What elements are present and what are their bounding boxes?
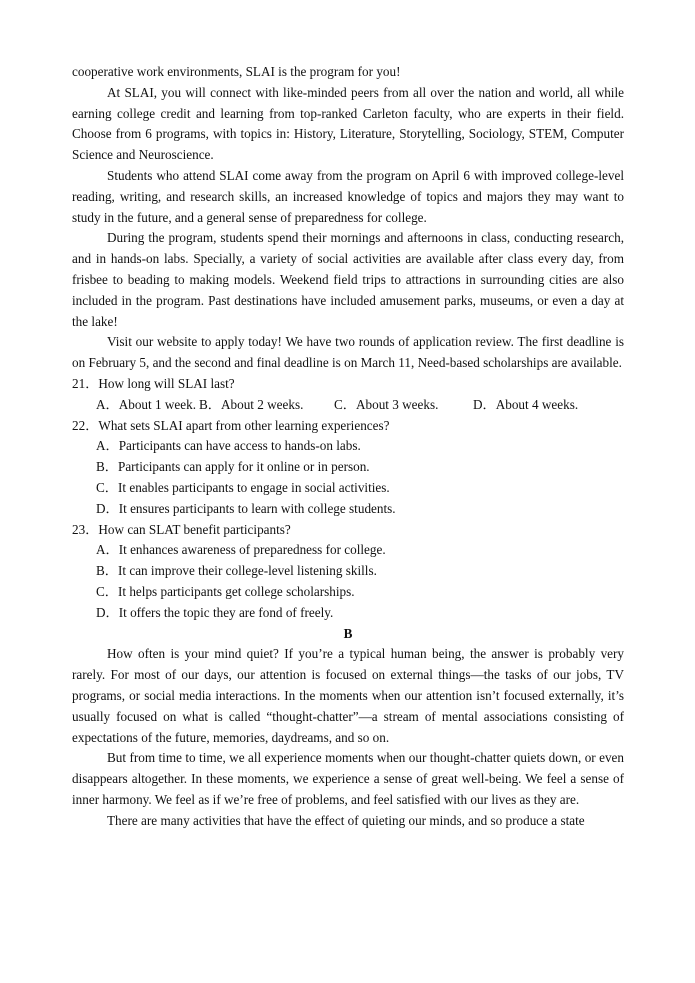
passage-a-paragraph-2: Students who attend SLAI come away from the program on April 6 with improved college-level reading, writing, and research skills, an increased knowledge of topics and majors they may want to study in the future, and a general sense of preparedness for college.: [72, 167, 624, 225]
option-d[interactable]: D．About 4 weeks.: [473, 396, 579, 412]
question-21: [72, 374, 624, 416]
question-stem: 23．How can SLAT benefit participants?: [72, 521, 291, 537]
passage-b-paragraph-1: How often is your mind quiet? If you’re a typical human being, the answer is probably very rarely. For most of our days, our attention is focused on external things—the tasks of our jobs, TV programs, or social media interactions. In the moments when our attention isn’t focused externally, it’s usually focused on what is called “thought-chatter”—a stream of mental associations consisting of expectations of the future, memories, daydreams, and so on.: [72, 646, 624, 745]
option-a[interactable]: A．About 1 week.: [96, 396, 196, 412]
option-b[interactable]: B．Participants can apply for it online or in person.: [96, 459, 370, 475]
option-d[interactable]: D．It offers the topic they are fond of freely.: [96, 604, 334, 620]
question-stem: 22．What sets SLAI apart from other learning experiences?: [72, 417, 390, 433]
question-21-options: [72, 395, 624, 416]
question-stem: 21．How long will SLAI last?: [72, 375, 235, 391]
option-c[interactable]: C．About 3 weeks.: [334, 396, 439, 412]
option-b[interactable]: B．It can improve their college-level listening skills.: [96, 563, 377, 579]
passage-a-paragraph-0: cooperative work environments, SLAI is the program for you!: [72, 64, 401, 79]
question-22: [72, 416, 624, 520]
question-23: [72, 520, 624, 624]
option-d[interactable]: D．It ensures participants to learn with college students.: [96, 500, 396, 516]
passage-b-heading: B: [343, 625, 353, 641]
option-a[interactable]: A．Participants can have access to hands-on labs.: [96, 438, 361, 454]
passage-a-paragraph-3: During the program, students spend their mornings and afternoons in class, conducting research, and in hands-on labs. Specially, a variety of social activities are available after class every day, from frisbee to beading to making models. Weekend field trips to attractions in surrounding cities are also included in the program. Past destinations have included amusement parks, museums, or even a day at the lake!: [72, 230, 624, 329]
option-b[interactable]: B．About 2 weeks.: [199, 396, 304, 412]
passage-b-paragraph-3: There are many activities that have the effect of quieting our minds, and so produce a state: [107, 812, 585, 828]
passage-a: [72, 62, 624, 831]
option-c[interactable]: C．It enables participants to engage in social activities.: [96, 479, 390, 495]
passage-b-paragraph-2: But from time to time, we all experience moments when our thought-chatter quiets down, or even disappears altogether. In these moments, we experience a sense of great well-being. We feel a sense of inner harmony. We feel as if we’re free of problems, and feel satisfied with our lives as they are.: [72, 750, 624, 807]
option-a[interactable]: A．It enhances awareness of preparedness for college.: [96, 542, 386, 558]
passage-a-paragraph-4: Visit our website to apply today! We have two rounds of application review. The first deadline is on February 5, and the second and final deadline is on March 11, Need-based scholarships are available.: [72, 334, 624, 371]
passage-a-paragraph-1: At SLAI, you will connect with like-minded peers from all over the nation and world, all while earning college credit and learning from top-ranked Carleton faculty, who are experts in their field. Choose from 6 programs, with topics in: History, Literature, Storytelling, Sociology, STEM, Computer Science and Neuroscience.: [72, 84, 624, 163]
option-c[interactable]: C．It helps participants get college scholarships.: [96, 583, 355, 599]
